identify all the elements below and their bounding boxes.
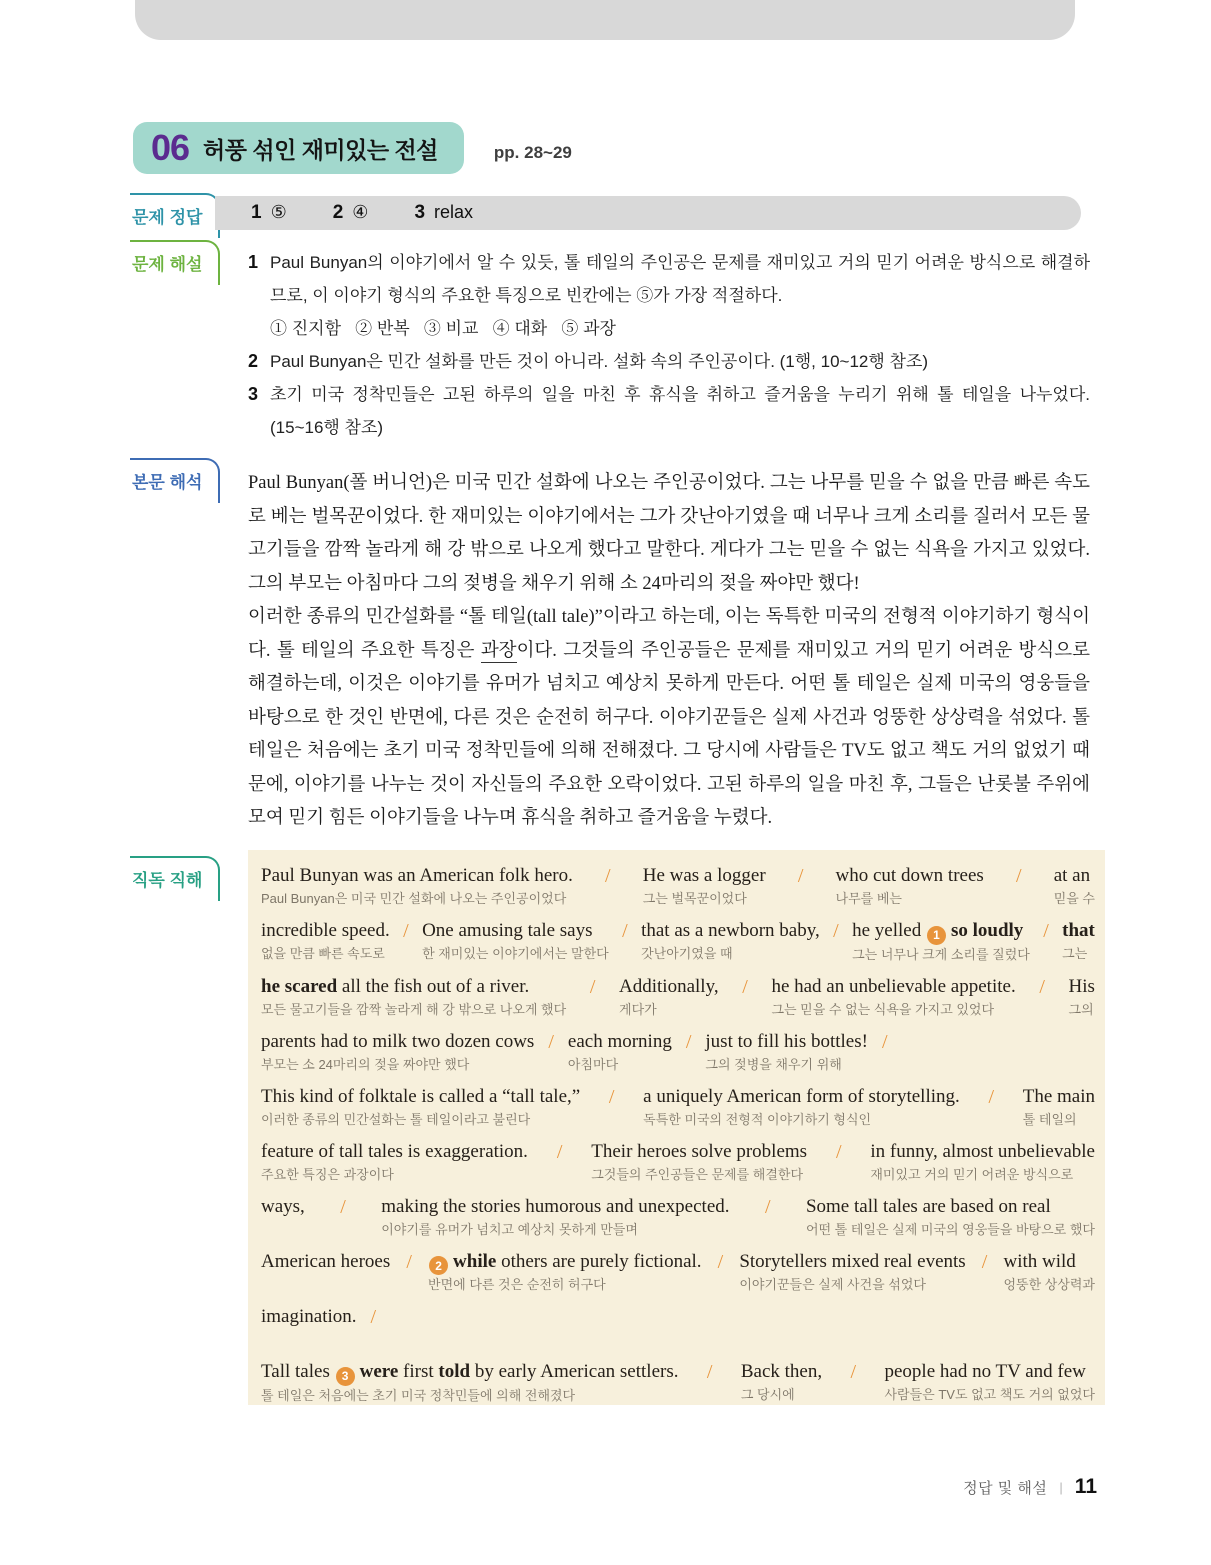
phrase-divider-slash: / — [1015, 865, 1022, 887]
phrase-divider-slash: / — [742, 975, 748, 998]
english-phrase — [643, 863, 766, 889]
korean-gloss: 사람들은 TV도 없고 책도 거의 없었다 — [884, 1387, 1095, 1402]
item-body — [270, 378, 1090, 444]
unit-number: 06 — [151, 127, 190, 168]
phrase-divider-slash: / — [717, 1250, 724, 1273]
english-run: Their heroes solve problems — [591, 1140, 808, 1162]
english-phrase — [1054, 863, 1095, 889]
phrase-segment — [870, 1139, 1095, 1184]
phrase-segment — [1003, 1249, 1095, 1294]
korean-gloss: 이야기꾼들은 실제 사건을 섞었다 — [739, 1276, 926, 1292]
item-body — [270, 246, 1090, 345]
phrase-divider-slash: / — [988, 1085, 995, 1108]
english-run: he scared — [261, 975, 338, 997]
english-phrase — [261, 1359, 678, 1386]
korean-gloss: 그는 — [1062, 946, 1088, 961]
korean-gloss: 게다가 — [619, 1001, 657, 1017]
korean-gloss: Paul Bunyan은 미국 민간 설화에 나오는 주인공이었다 — [261, 891, 567, 906]
phrase-divider-slash: / — [764, 1195, 771, 1218]
english-phrase — [806, 1194, 1095, 1220]
english-run: in funny, almost unbelievable — [870, 1140, 1095, 1162]
phrase-segment — [643, 863, 766, 908]
phrase-segment — [705, 1029, 868, 1074]
phrase-segment — [836, 863, 984, 908]
english-phrase — [261, 1249, 390, 1275]
underlined-term: 과장 — [480, 640, 517, 661]
reading-line — [261, 1084, 1095, 1129]
english-phrase — [739, 1249, 965, 1275]
korean-gloss: 그는 벌목꾼이었다 — [642, 891, 747, 906]
reading-line — [261, 1359, 1095, 1405]
english-run: with wild — [1003, 1250, 1076, 1272]
phrase-segment — [261, 1359, 678, 1405]
english-run: all the fish out of a river. — [337, 975, 530, 997]
english-run: Storytellers mixed real events — [739, 1250, 966, 1272]
phrase-segment — [261, 1084, 580, 1129]
english-phrase — [870, 1139, 1095, 1165]
phrase-segment — [1023, 1084, 1095, 1129]
english-run: feature of tall tales is exaggeration. — [261, 1140, 528, 1162]
english-run: a uniquely American form of storytelling. — [643, 1085, 960, 1107]
translation-paragraph — [248, 601, 1090, 836]
korean-gloss: 반면에 다른 것은 순전히 허구다 — [428, 1277, 606, 1292]
korean-gloss: 이야기를 유머가 넘치고 예상치 못하게 만들며 — [381, 1221, 638, 1237]
phrase-segment — [568, 1029, 672, 1074]
english-run: so loudly — [950, 920, 1024, 941]
english-phrase — [885, 1359, 1095, 1385]
explanation-item — [248, 378, 1090, 444]
reading-line — [261, 1304, 1095, 1349]
english-phrase — [741, 1359, 822, 1385]
english-phrase — [261, 918, 390, 944]
korean-gloss — [261, 1331, 357, 1349]
previous-block-edge — [135, 0, 1075, 40]
answer-value: ④ — [352, 202, 369, 222]
reading-line — [261, 1194, 1095, 1239]
english-run: that — [1062, 920, 1095, 941]
item-body — [270, 345, 1090, 378]
phrase-divider-slash: / — [685, 1030, 692, 1053]
korean-gloss: 그는 너무나 크게 소리를 질렀다 — [852, 946, 1030, 962]
english-run: His — [1068, 975, 1095, 997]
korean-gloss: 그것들의 주인공들은 문제를 해결한다 — [591, 1166, 804, 1182]
korean-gloss: 한 재미있는 이야기에서는 말한다 — [422, 946, 609, 961]
item-options: ① 진지함 ② 반복 ③ 비교 ④ 대화 ⑤ 과장 — [270, 319, 616, 338]
item-number: 1 — [248, 252, 259, 272]
phrase-divider-slash: / — [403, 920, 409, 942]
phrase-divider-slash: / — [833, 920, 839, 942]
text-run: 이다. 그것들의 주인공들은 문제를 재미있고 거의 믿기 어려운 방식으로 해결하는데, 이것은 이야기를 유머가 넘치고 예상치 못하게 만든다. 어떤 톨 테일은 실제 미국의 영웅들을 바탕으로 한 것인 반면에, 다른 것은 순전히 허구다. 이야기꾼들은 실제 사건과 엉뚱한 상상력을 섞었다. 톨 테일은 처음에는 초기 미국 정착민들에 의해 전해졌다. 그 당시에 사람들은 TV도 없고 책도 거의 없었기 때문에, 이야기를 나누는 것이 자신들의 주요한 오락이었다. 고된 하루의 일을 마친 후, 그들은 난롯불 주위에 모여 믿기 힘든 이야기들을 나누며 휴식을 취하고 즐거움을 누렸다. — [248, 640, 1090, 828]
page-range: pp. 28~29 — [493, 143, 572, 162]
phrase-segment — [261, 1139, 528, 1184]
circled-number-icon: 2 — [429, 1256, 448, 1275]
phrase-divider-slash: / — [706, 1361, 713, 1383]
english-phrase — [852, 918, 1030, 945]
korean-gloss: 없을 만큼 빠른 속도로 — [261, 946, 385, 961]
circled-number-icon: 3 — [336, 1367, 355, 1386]
reading-line — [261, 918, 1095, 964]
korean-gloss: 재미있고 거의 믿기 어려운 방식으로 — [870, 1166, 1074, 1182]
unit-title: 허풍 섞인 재미있는 전설 — [203, 136, 438, 163]
english-run: imagination. — [261, 1306, 357, 1327]
answer-value: relax — [434, 202, 474, 222]
english-run: by early American settlers. — [470, 1361, 679, 1382]
english-phrase — [1069, 974, 1095, 1000]
footer-label: 정답 및 해설 — [963, 1479, 1048, 1497]
english-run: incredible speed. — [261, 920, 390, 941]
page-number: 11 — [1074, 1475, 1097, 1498]
phrase-segment — [381, 1194, 729, 1239]
english-phrase — [261, 863, 573, 889]
english-run: just to fill his bottles! — [705, 1030, 868, 1052]
english-run: making the stories humorous and unexpected. — [381, 1195, 730, 1217]
phrase-segment — [261, 1304, 357, 1349]
answer-item — [333, 202, 369, 224]
korean-gloss: 부모는 소 24마리의 젖을 짜야만 했다 — [261, 1056, 470, 1072]
phrase-divider-slash: / — [835, 1140, 842, 1163]
translation-paragraph — [248, 467, 1090, 601]
english-phrase — [1003, 1249, 1095, 1275]
english-phrase — [1062, 918, 1095, 944]
english-run: at an — [1053, 865, 1091, 886]
phrase-segment — [1054, 863, 1095, 908]
english-run: Additionally, — [619, 975, 719, 997]
phrase-divider-slash: / — [370, 1306, 377, 1328]
english-phrase — [619, 974, 719, 1000]
english-phrase — [261, 1194, 305, 1220]
section-label-answers: 문제 정답 — [130, 193, 220, 238]
answer-value: ⑤ — [270, 202, 287, 222]
explanation-item — [248, 246, 1090, 345]
page-footer — [0, 1475, 1097, 1499]
phrase-segment — [619, 974, 719, 1019]
answer-item — [414, 202, 473, 224]
phrase-segment — [422, 918, 609, 963]
answer-number: 3 — [414, 202, 426, 223]
english-run: that as a newborn baby, — [641, 920, 820, 941]
item-number: 2 — [248, 351, 259, 371]
korean-gloss: 그는 믿을 수 없는 식욕을 가지고 있었다 — [771, 1001, 995, 1017]
text-run: 이러한 종류의 민간설화를 “톨 테일(tall tale)”이라고 하는데, 이는 독특한 미국의 전형적 이야기하기 형식이다. 톨 테일의 주요한 특징은 — [248, 607, 1090, 661]
phrase-segment — [261, 918, 390, 963]
footer-separator: | — [1059, 1479, 1063, 1495]
english-phrase — [771, 974, 1015, 1000]
english-run: Some tall tales are based on real — [805, 1195, 1051, 1217]
phrase-segment — [1062, 918, 1095, 963]
english-run: he yelled — [852, 920, 926, 941]
korean-gloss: 갓난아기였을 때 — [641, 946, 733, 961]
korean-gloss: 그의 젖병을 채우기 위해 — [705, 1056, 842, 1072]
phrase-divider-slash: / — [340, 1195, 346, 1218]
korean-gloss: 엉뚱한 상상력과 — [1003, 1276, 1095, 1292]
english-run: One amusing tale says — [422, 920, 593, 941]
english-run: Tall tales — [261, 1361, 335, 1382]
korean-gloss: 어떤 톨 테일은 실제 미국의 영웅들을 바탕으로 했다 — [805, 1221, 1095, 1237]
section-label-reading: 직독 직해 — [130, 856, 220, 901]
korean-gloss: 톨 테일의 — [1022, 1111, 1077, 1127]
english-run: He was a logger — [642, 865, 766, 886]
answer-number: 1 — [251, 202, 262, 223]
english-run: each morning — [567, 1030, 672, 1052]
reading-lines-box — [248, 850, 1105, 1405]
english-phrase — [261, 1029, 534, 1055]
korean-gloss: 이러한 종류의 민간설화는 톨 테일이라고 불린다 — [261, 1111, 531, 1127]
reading-line — [261, 1139, 1095, 1184]
phrase-divider-slash: / — [589, 975, 596, 998]
phrase-segment — [591, 1139, 807, 1184]
english-phrase — [422, 918, 609, 944]
english-run: ways, — [261, 1195, 305, 1217]
english-run: Paul Bunyan was an American folk hero. — [261, 865, 573, 886]
english-phrase — [568, 1029, 672, 1055]
phrase-divider-slash: / — [881, 1030, 888, 1053]
phrase-segment — [885, 1359, 1095, 1404]
korean-gloss: 믿을 수 — [1053, 891, 1095, 906]
english-phrase — [381, 1194, 729, 1220]
english-phrase — [836, 863, 984, 889]
english-phrase — [591, 1139, 807, 1165]
phrase-segment — [261, 863, 573, 908]
phrase-segment — [852, 918, 1030, 964]
english-phrase — [261, 1084, 580, 1110]
phrase-segment — [428, 1249, 702, 1295]
english-phrase — [1023, 1084, 1095, 1110]
reading-line — [261, 974, 1095, 1019]
answer-bar — [215, 196, 1081, 230]
phrase-divider-slash: / — [850, 1361, 857, 1383]
circled-number-icon: 1 — [927, 926, 946, 945]
item-number: 3 — [248, 384, 259, 404]
phrase-segment — [261, 1029, 534, 1074]
phrase-divider-slash: / — [1043, 920, 1049, 942]
english-phrase — [705, 1029, 868, 1055]
reading-line — [261, 863, 1095, 908]
phrase-segment — [643, 1084, 960, 1129]
answer-number: 2 — [332, 202, 344, 223]
text-run: Paul Bunyan(폴 버니언)은 미국 민간 설화에 나오는 주인공이었다. 그는 나무를 믿을 수 없을 만큼 빠른 속도로 베는 벌목꾼이었다. 한 재미있는 이야기에서는 그가 갓난아기였을 때 너무나 크게 소리를 질러서 모든 물고기들을 깜짝 놀라게 해 강 밖으로 나오게 했다고 말한다. 게다가 그는 믿을 수 없는 식욕을 가지고 있었다. 그의 부모는 아침마다 그의 젖병을 채우기 위해 소 24마리의 젖을 짜야만 했다! — [248, 473, 1090, 594]
reading-line — [261, 1249, 1095, 1295]
phrase-divider-slash: / — [622, 920, 628, 942]
phrase-divider-slash: / — [1039, 975, 1045, 998]
english-phrase — [261, 1139, 528, 1165]
phrase-segment — [806, 1194, 1095, 1239]
phrase-segment — [641, 918, 820, 963]
phrase-divider-slash: / — [981, 1250, 988, 1273]
english-run: others are purely fictional. — [496, 1250, 702, 1272]
section-label-translation: 본문 해석 — [130, 458, 220, 503]
english-run: first — [398, 1361, 439, 1382]
korean-gloss — [261, 1276, 390, 1294]
english-run: he had an unbelievable appetite. — [771, 975, 1016, 997]
unit-title-pill — [133, 122, 464, 174]
phrase-segment — [261, 974, 566, 1019]
section-label-explanation: 문제 해설 — [130, 240, 220, 285]
english-run: told — [438, 1361, 471, 1382]
phrase-segment — [1069, 974, 1095, 1019]
phrase-divider-slash: / — [556, 1140, 563, 1163]
explanation-items — [248, 246, 1090, 444]
english-phrase — [643, 1084, 960, 1110]
phrase-segment — [741, 1359, 822, 1404]
phrase-segment — [739, 1249, 965, 1294]
item-text: Paul Bunyan의 이야기에서 알 수 있듯, 톨 테일의 주인공은 문제를 재미있고 거의 믿기 어려운 방식으로 해결하므로, 이 이야기 형식의 주요한 특징으로 빈칸에는 ⑤가 가장 적절하다. — [270, 253, 1090, 305]
english-run: were — [359, 1361, 399, 1382]
english-run: American heroes — [261, 1250, 391, 1272]
english-run: people had no TV and few — [884, 1361, 1086, 1382]
item-text: 초기 미국 정착민들은 고된 하루의 일을 마친 후 휴식을 취하고 즐거움을 누리기 위해 톨 테일을 나누었다. (15~16행 참조) — [270, 385, 1090, 437]
answer-item — [251, 202, 287, 224]
english-run: who cut down trees — [835, 865, 984, 886]
phrase-divider-slash: / — [605, 865, 611, 887]
english-run: while — [453, 1250, 497, 1272]
english-phrase — [428, 1249, 702, 1276]
english-phrase — [641, 918, 820, 944]
unit-header — [133, 122, 572, 174]
item-text: Paul Bunyan은 민간 설화를 만든 것이 아니라. 설화 속의 주인공이다. (1행, 10~12행 참조) — [270, 352, 929, 371]
korean-gloss: 그의 — [1068, 1001, 1094, 1017]
korean-gloss: 독특한 미국의 전형적 이야기하기 형식인 — [643, 1111, 872, 1127]
phrase-divider-slash: / — [406, 1250, 412, 1273]
korean-gloss: 주요한 특징은 과장이다 — [261, 1166, 394, 1182]
explanation-item — [248, 345, 1090, 378]
phrase-segment — [771, 974, 1015, 1019]
phrase-segment — [261, 1194, 305, 1239]
korean-gloss: 톨 테일은 처음에는 초기 미국 정착민들에 의해 전해졌다 — [261, 1387, 576, 1403]
phrase-segment — [261, 1249, 390, 1294]
korean-gloss — [261, 1221, 305, 1239]
phrase-divider-slash: / — [548, 1030, 554, 1053]
english-phrase — [261, 974, 566, 1000]
english-run: The main — [1022, 1085, 1095, 1107]
korean-gloss: 그 당시에 — [740, 1387, 795, 1402]
translation-paragraphs — [248, 467, 1090, 836]
english-run: parents had to milk two dozen cows — [261, 1030, 535, 1052]
phrase-divider-slash: / — [608, 1085, 615, 1108]
english-phrase — [261, 1304, 357, 1330]
korean-gloss: 아침마다 — [567, 1056, 619, 1072]
english-run: This kind of folktale is called a “tall tale,” — [261, 1085, 581, 1107]
korean-gloss: 나무를 베는 — [835, 891, 902, 906]
phrase-divider-slash: / — [797, 865, 804, 887]
korean-gloss: 모든 물고기들을 깜짝 놀라게 해 강 밖으로 나오게 했다 — [261, 1001, 567, 1017]
reading-line — [261, 1029, 1095, 1074]
english-run: Back then, — [740, 1361, 823, 1382]
